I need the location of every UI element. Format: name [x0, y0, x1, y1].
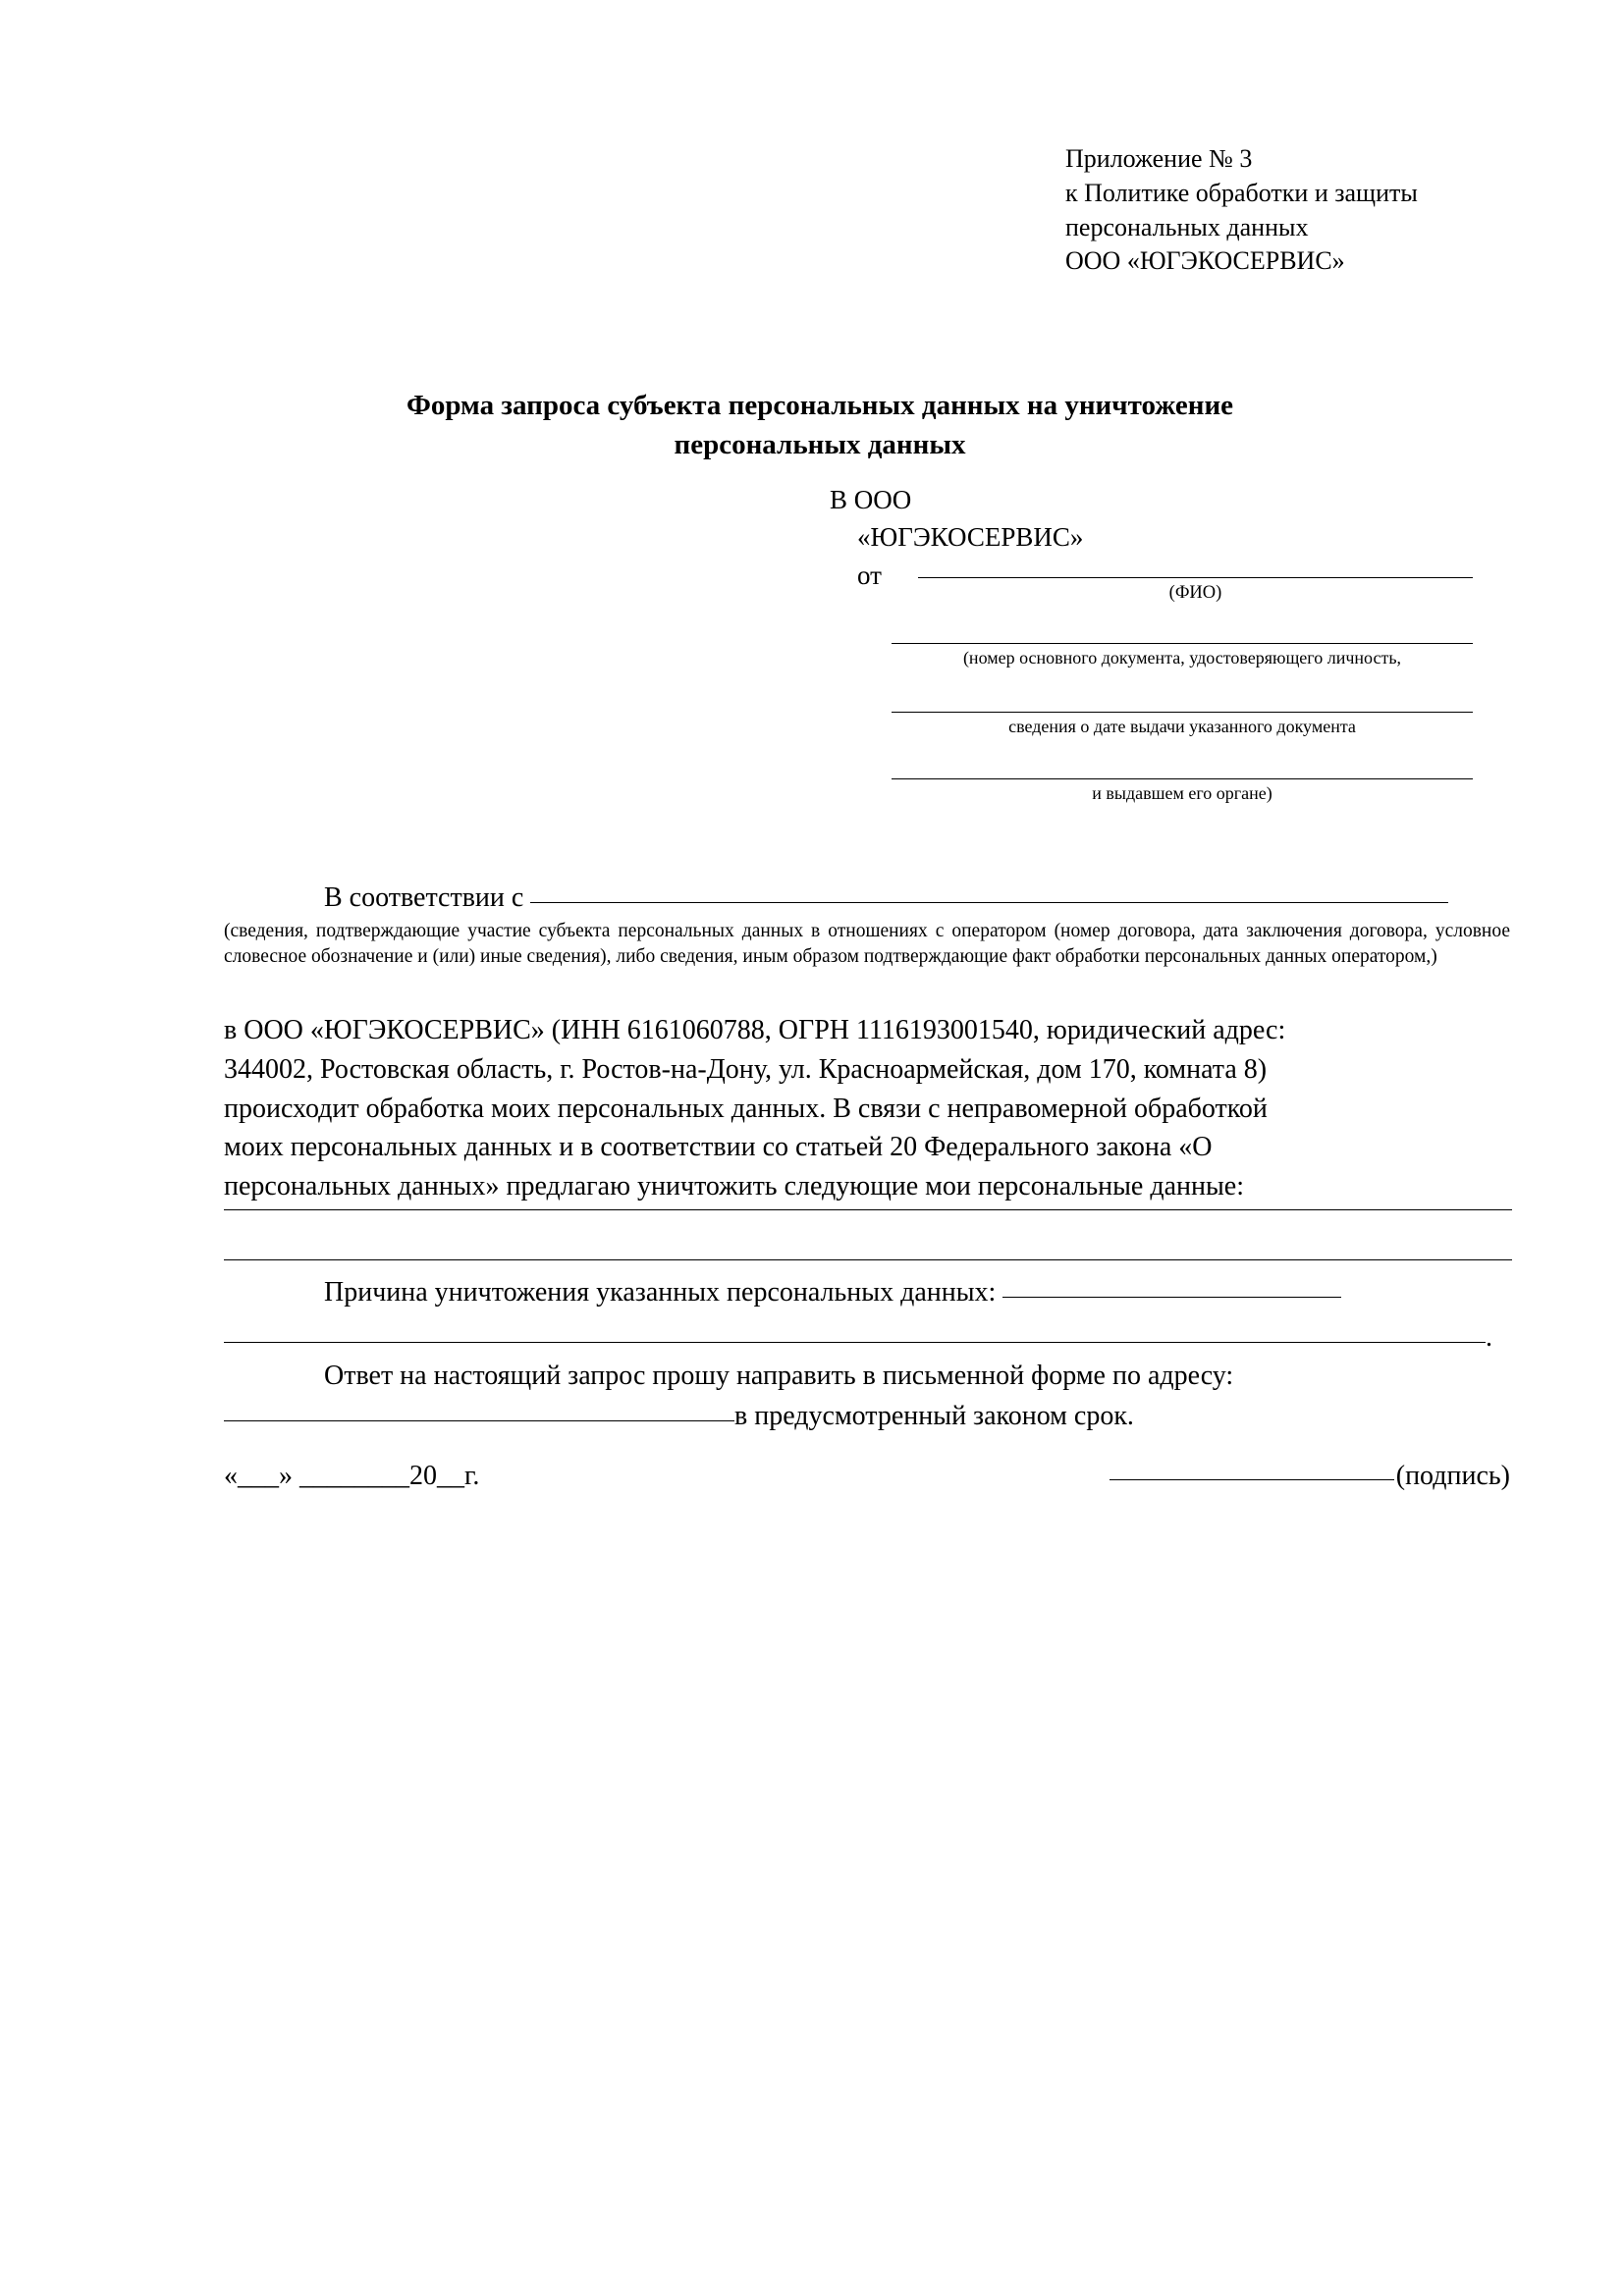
header-line-1: Приложение № 3 [1065, 144, 1253, 173]
signature-field[interactable] [1110, 1461, 1510, 1492]
personal-data-input-line-2[interactable] [224, 1259, 1512, 1260]
fio-rule [918, 577, 1473, 578]
document-issue-date-caption: сведения о дате выдачи указанного документа [1008, 717, 1356, 736]
reason-row [324, 1273, 1514, 1312]
header-line-3: персональных данных [1065, 212, 1309, 241]
fio-caption: (ФИО) [1168, 583, 1222, 603]
addressee-line-3: от [857, 560, 882, 590]
main-paragraph-line-1: в ООО «ЮГЭКОСЕРВИС» (ИНН 6161060788, ОГРН 1116193001540, юридический адрес: [224, 1015, 1286, 1045]
main-paragraph-line-4: моих персональных данных и в соответствии со статьей 20 Федерального закона «О [224, 1132, 1213, 1163]
reason-input-continued[interactable] [224, 1342, 1486, 1343]
fio-field[interactable] [918, 577, 1473, 605]
issuing-authority-rule [892, 778, 1473, 779]
reason-continuation-row [224, 1318, 1512, 1358]
document-issue-date-field[interactable] [892, 712, 1473, 738]
title-line-2: персональных данных [674, 429, 966, 461]
in-accordance-label: В соответствии с [324, 882, 524, 913]
answer-address-row-2 [224, 1397, 1512, 1436]
answer-address-line-1: Ответ на настоящий запрос прошу направить в письменной форме по адресу: [324, 1361, 1234, 1391]
reason-label: Причина уничтожения указанных персональных данных: [324, 1277, 997, 1308]
signature-label: (подпись) [1395, 1461, 1510, 1491]
main-paragraph-line-5: персональных данных» предлагаю уничтожить следующие мои персональные данные: [224, 1171, 1244, 1201]
document-issue-date-rule [892, 712, 1473, 713]
document-number-field[interactable] [892, 643, 1473, 669]
reason-input[interactable] [1002, 1297, 1341, 1298]
issuing-authority-caption: и выдавшем его органе) [1092, 783, 1272, 803]
main-paragraph [224, 1011, 1512, 1206]
document-number-caption: (номер основного документа, удостоверяющего личность, [962, 648, 1402, 667]
main-paragraph-line-3: происходит обработка моих персональных данных. В связи с неправомерной обработкой [224, 1093, 1268, 1124]
answer-address-input[interactable] [224, 1420, 734, 1421]
addressee-line-1: В ООО [830, 485, 912, 514]
answer-address-line-2: в предусмотренный законом срок. [734, 1401, 1134, 1431]
in-accordance-row [324, 879, 1512, 918]
personal-data-input-line-1[interactable] [224, 1209, 1512, 1210]
signature-rule [1110, 1479, 1394, 1480]
header-line-2: к Политике обработки и защиты [1065, 178, 1418, 207]
addressee-line-2: «ЮГЭКОСЕРВИС» [857, 522, 1084, 553]
signature-row [224, 1461, 1510, 1492]
header-line-4: ООО «ЮГЭКОСЕРВИС» [1065, 246, 1345, 276]
document-number-rule [892, 643, 1473, 644]
in-accordance-note: (сведения, подтверждающие участие субъекта персональных данных в отношениях с оператором (номер договора, дата заключения договора, условное словесное обозначение и (или) иные сведения), либо сведения, иным образом подтверждающие факт обработки персональных данных оператором,) [224, 921, 1510, 967]
issuing-authority-field[interactable] [892, 778, 1473, 805]
date-field[interactable]: «___» ________20__г. [224, 1461, 480, 1491]
page-title [236, 386, 1404, 464]
document-header [1065, 142, 1537, 279]
title-line-1: Форма запроса субъекта персональных данных на уничтожение [406, 390, 1234, 421]
in-accordance-input[interactable] [530, 902, 1448, 903]
reason-tail: . [1486, 1322, 1492, 1353]
main-paragraph-line-2: 344002, Ростовская область, г. Ростов-на-Дону, ул. Красноармейская, дом 170, комната 8) [224, 1053, 1268, 1085]
